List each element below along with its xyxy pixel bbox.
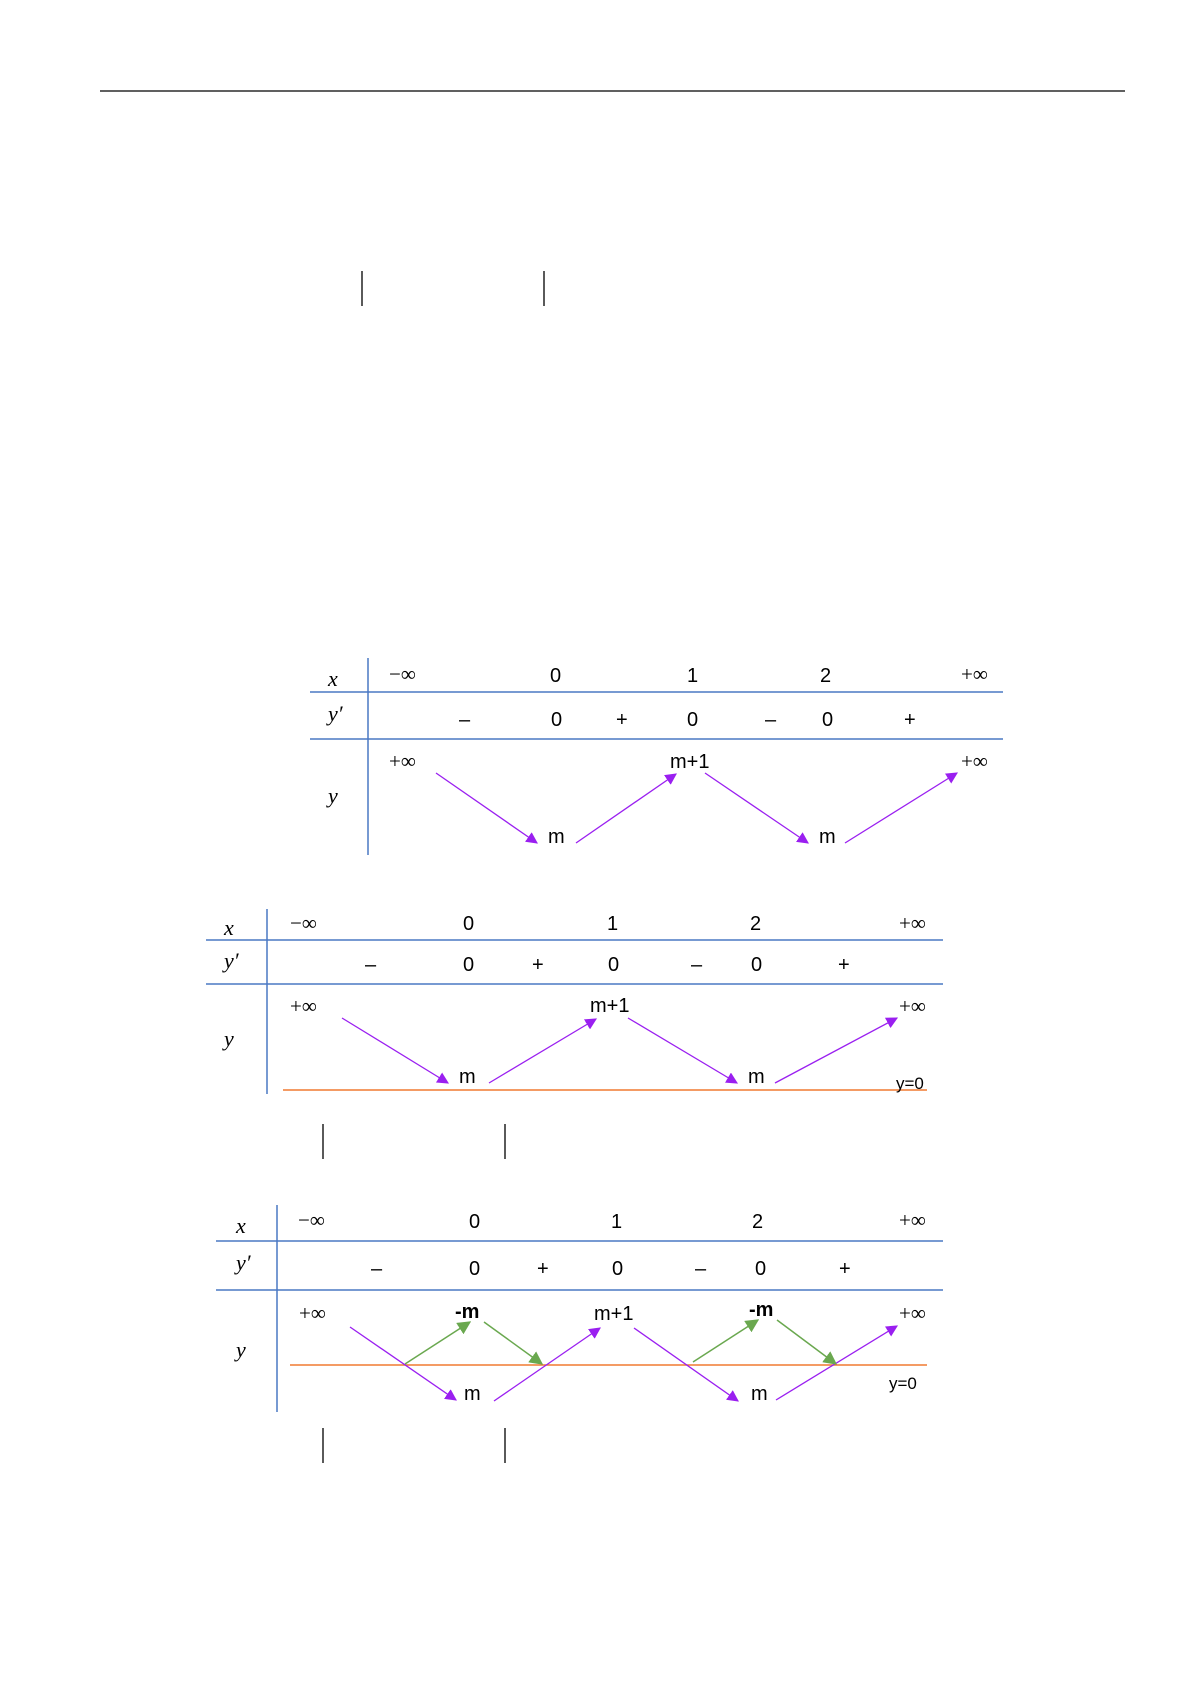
- y-value-neg-m: -m: [749, 1299, 774, 1321]
- variation-table-1: [310, 658, 1003, 855]
- y-value-end: +∞: [899, 1301, 926, 1325]
- sign-value: 0: [755, 1258, 767, 1280]
- increasing-arrow: [845, 773, 957, 843]
- increasing-arrow: [776, 1326, 897, 1400]
- sign-value: –: [765, 709, 777, 731]
- row-label-y: y: [224, 1026, 234, 1051]
- x-value: 2: [750, 913, 762, 935]
- y-value-min: m: [751, 1383, 768, 1405]
- y-value-neg-m: -m: [455, 1301, 480, 1323]
- y-value-max: m+1: [590, 995, 630, 1017]
- x-value: +∞: [899, 1208, 926, 1232]
- increasing-arrow: [576, 774, 676, 843]
- increasing-arrow: [775, 1018, 897, 1083]
- y-value-end: +∞: [961, 749, 988, 773]
- row-label-yprime: y′: [328, 701, 343, 726]
- y-value-min: m: [548, 826, 565, 848]
- row-label-yprime: y′: [236, 1250, 251, 1275]
- increasing-arrow: [489, 1019, 596, 1083]
- x-value: 2: [752, 1211, 764, 1233]
- reflected-increasing-arrow: [693, 1320, 758, 1362]
- sign-value: 0: [469, 1258, 481, 1280]
- variation-table-2: [206, 909, 943, 1094]
- y-value-min: m: [459, 1066, 476, 1088]
- sign-value: 0: [608, 954, 620, 976]
- x-value: +∞: [961, 662, 988, 686]
- decreasing-arrow: [342, 1018, 448, 1083]
- sign-value: –: [371, 1258, 383, 1280]
- y-zero-label: y=0: [889, 1374, 917, 1393]
- sign-value: –: [365, 954, 377, 976]
- y-value-min: m: [819, 826, 836, 848]
- sign-value: –: [459, 709, 471, 731]
- sign-value: +: [838, 954, 850, 976]
- x-value: −∞: [298, 1208, 325, 1232]
- y-value-start: +∞: [290, 994, 317, 1018]
- sign-value: +: [904, 709, 916, 731]
- row-label-x: x: [328, 666, 338, 691]
- row-label-y: y: [328, 783, 338, 808]
- sign-value: 0: [612, 1258, 624, 1280]
- y-value-min: m: [464, 1383, 481, 1405]
- x-value: +∞: [899, 911, 926, 935]
- sign-value: 0: [751, 954, 763, 976]
- x-value: 0: [469, 1211, 481, 1233]
- row-label-y: y: [236, 1337, 246, 1362]
- row-label-x: x: [224, 915, 234, 940]
- y-value-start: +∞: [389, 749, 416, 773]
- x-value: 1: [611, 1211, 623, 1233]
- decreasing-arrow: [628, 1018, 737, 1083]
- sign-value: +: [616, 709, 628, 731]
- reflected-decreasing-arrow: [484, 1322, 542, 1364]
- y-value-max: m+1: [594, 1303, 634, 1325]
- y-zero-label: y=0: [896, 1074, 924, 1093]
- decreasing-arrow: [705, 773, 808, 843]
- x-value: 2: [820, 665, 832, 687]
- x-value: −∞: [389, 662, 416, 686]
- variation-table-3: [216, 1205, 943, 1412]
- row-label-x: x: [236, 1213, 246, 1238]
- decreasing-arrow: [436, 773, 537, 843]
- y-value-end: +∞: [899, 994, 926, 1018]
- sign-value: 0: [687, 709, 699, 731]
- y-value-max: m+1: [670, 751, 710, 773]
- sign-value: 0: [551, 709, 563, 731]
- x-value: 0: [550, 665, 562, 687]
- y-value-min: m: [748, 1066, 765, 1088]
- sign-value: 0: [822, 709, 834, 731]
- sign-value: +: [537, 1258, 549, 1280]
- x-value: 1: [687, 665, 699, 687]
- x-value: 1: [607, 913, 619, 935]
- sign-value: –: [695, 1258, 707, 1280]
- sign-value: +: [839, 1258, 851, 1280]
- x-value: −∞: [290, 911, 317, 935]
- decreasing-arrow: [350, 1327, 456, 1400]
- sign-value: –: [691, 954, 703, 976]
- x-value: 0: [463, 913, 475, 935]
- reflected-decreasing-arrow: [777, 1320, 836, 1364]
- sign-value: 0: [463, 954, 475, 976]
- sign-value: +: [532, 954, 544, 976]
- row-label-yprime: y′: [224, 948, 239, 973]
- reflected-increasing-arrow: [405, 1322, 470, 1364]
- y-value-start: +∞: [299, 1301, 326, 1325]
